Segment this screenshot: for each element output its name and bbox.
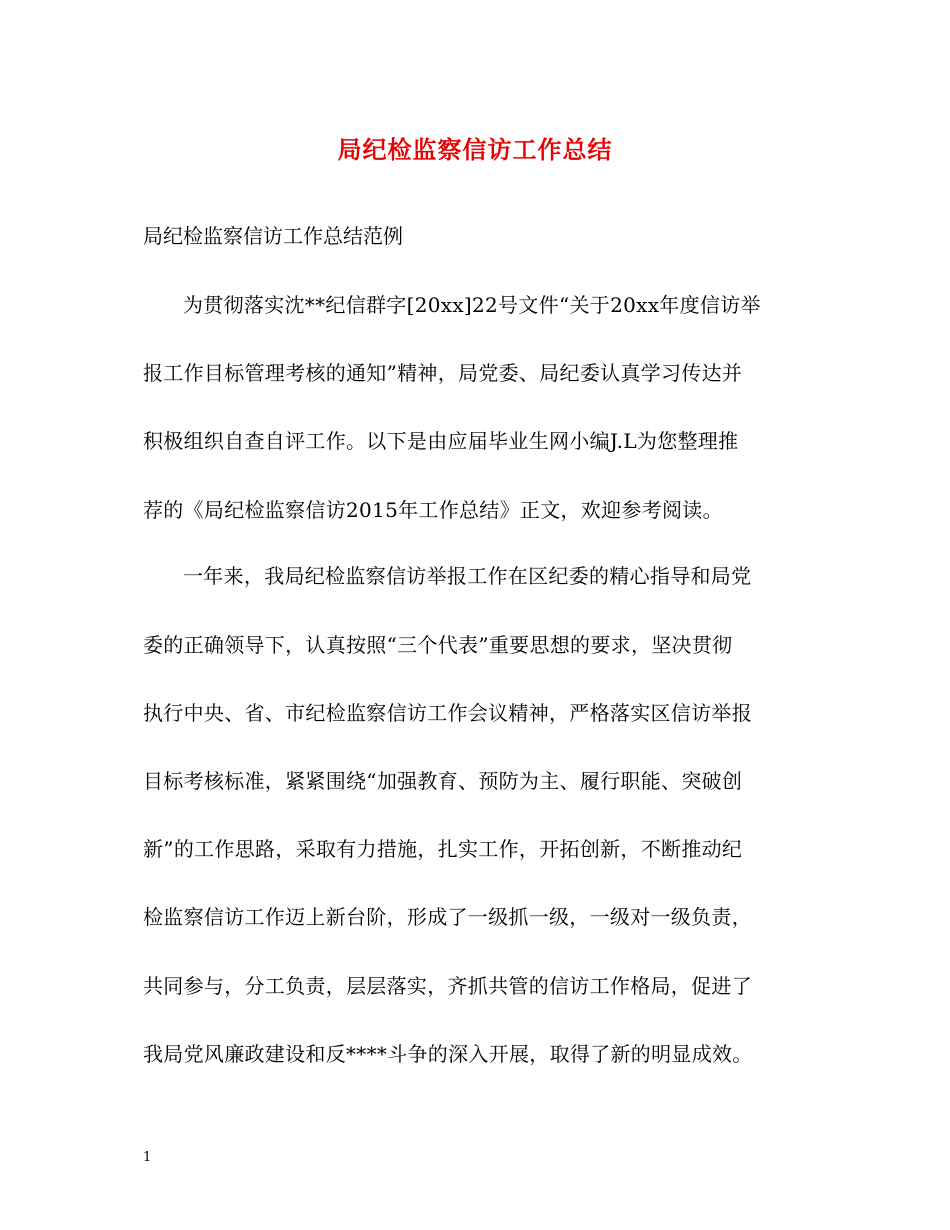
document-subtitle: 局纪检监察信访工作总结范例 — [143, 224, 403, 248]
paragraph-2-line-3: 执行中央、省、市纪检监察信访工作会议精神，严格落实区信访举报 — [143, 701, 752, 725]
paragraph-1-line-3: 积极组织自查自评工作。以下是由应届毕业生网小编J.L为您整理推 — [143, 429, 739, 453]
paragraph-1-line-4: 荐的《局纪检监察信访2015年工作总结》正文，欢迎参考阅读。 — [143, 498, 723, 522]
paragraph-2-line-2: 委的正确领导下，认真按照“三个代表”重要思想的要求，坚决贯彻 — [143, 633, 733, 657]
paragraph-1-line-1: 为贯彻落实沈**纪信群字[20xx]22号文件“关于20xx年度信访举 — [183, 293, 761, 317]
paragraph-2-line-7: 共同参与，分工负责，层层落实，齐抓共管的信访工作格局，促进了 — [143, 974, 752, 998]
paragraph-2-line-8: 我局党风廉政建设和反****斗争的深入开展，取得了新的明显成效。 — [143, 1042, 753, 1066]
document-title: 局纪检监察信访工作总结 — [337, 135, 613, 164]
page-number: 1 — [143, 1150, 152, 1165]
paragraph-2-line-1: 一年来，我局纪检监察信访举报工作在区纪委的精心指导和局党 — [183, 564, 752, 588]
paragraph-2-line-4: 目标考核标准，紧紧围绕“加强教育、预防为主、履行职能、突破创 — [143, 769, 743, 793]
paragraph-2-line-5: 新”的工作思路，采取有力措施，扎实工作，开拓创新，不断推动纪 — [143, 837, 743, 861]
paragraph-2-line-6: 检监察信访工作迈上新台阶，形成了一级抓一级，一级对一级负责， — [143, 905, 752, 929]
paragraph-1-line-2: 报工作目标管理考核的通知”精神，局党委、局纪委认真学习传达并 — [143, 361, 743, 385]
